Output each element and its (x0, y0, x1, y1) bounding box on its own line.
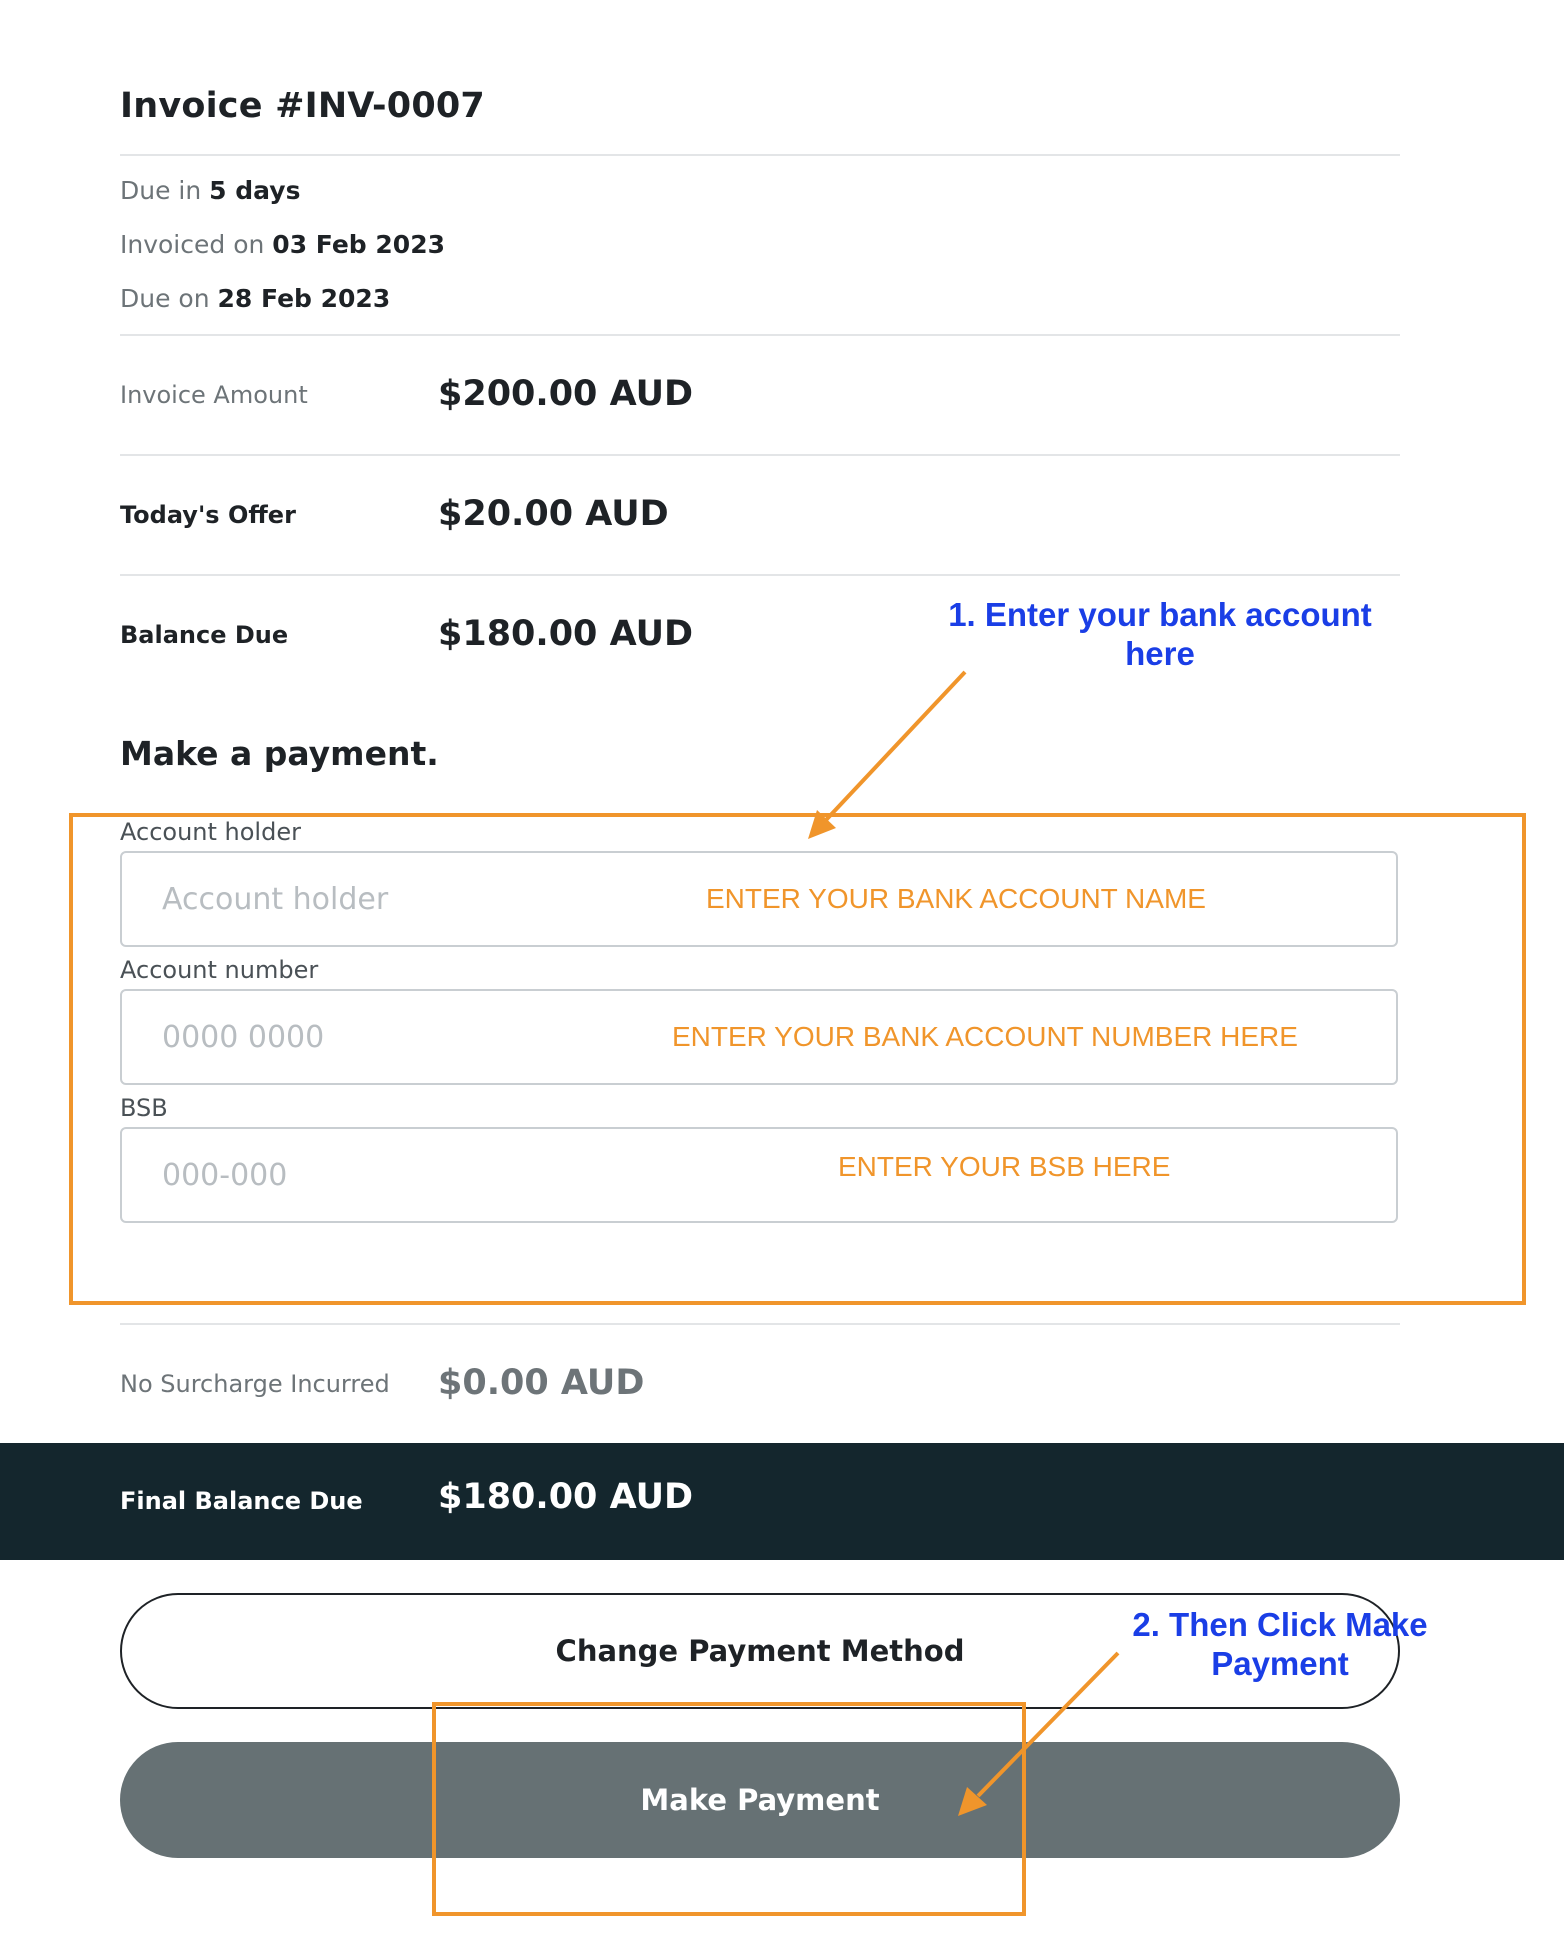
annotation-step-1-line-1: 1. Enter your bank account (948, 596, 1372, 633)
invoice-title: Invoice #INV-0007 (120, 86, 485, 126)
invoice-amount-label: Invoice Amount (120, 381, 308, 409)
surcharge-value: $0.00 AUD (438, 1363, 645, 1403)
divider (120, 1323, 1400, 1325)
todays-offer-value: $20.00 AUD (438, 494, 669, 534)
due-in-label: Due in (120, 176, 202, 205)
divider (120, 454, 1400, 456)
todays-offer-label: Today's Offer (120, 501, 296, 529)
invoiced-on-line (120, 230, 445, 259)
account-holder-field[interactable] (120, 851, 1398, 947)
bsb-hint: ENTER YOUR BSB HERE (838, 1151, 1171, 1182)
change-payment-method-button[interactable]: Change Payment Method (120, 1593, 1400, 1709)
bsb-label: BSB (120, 1094, 168, 1122)
account-number-label: Account number (120, 956, 319, 984)
arrow-1-line (826, 672, 965, 820)
annotation-step-2-line-2: Payment (1211, 1645, 1349, 1682)
due-in-line (120, 176, 300, 205)
make-payment-highlight-box (432, 1702, 1026, 1916)
final-balance-value: $180.00 AUD (438, 1477, 694, 1517)
make-payment-button[interactable]: Make Payment (120, 1742, 1400, 1858)
due-on-value: 28 Feb 2023 (217, 284, 391, 313)
invoiced-on-value: 03 Feb 2023 (272, 230, 445, 259)
annotation-step-1 (930, 595, 1390, 673)
payment-section-title: Make a payment. (120, 734, 439, 773)
due-in-value: 5 days (209, 176, 301, 205)
balance-due-value: $180.00 AUD (438, 614, 694, 654)
bsb-field[interactable] (120, 1127, 1398, 1223)
account-number-field[interactable] (120, 989, 1398, 1085)
account-number-input[interactable] (162, 991, 682, 1083)
surcharge-label: No Surcharge Incurred (120, 1370, 390, 1398)
account-name-hint: ENTER YOUR BANK ACCOUNT NAME (706, 883, 1206, 914)
annotation-step-2 (1100, 1605, 1460, 1683)
annotation-step-1-line-2: here (1125, 635, 1195, 672)
due-on-line (120, 284, 390, 313)
account-holder-label: Account holder (120, 818, 301, 846)
final-balance-label: Final Balance Due (120, 1487, 363, 1515)
account-holder-input[interactable] (162, 853, 682, 945)
invoiced-on-label: Invoiced on (120, 230, 265, 259)
divider (120, 154, 1400, 156)
divider (120, 334, 1400, 336)
invoice-amount-value: $200.00 AUD (438, 374, 694, 414)
account-number-hint: ENTER YOUR BANK ACCOUNT NUMBER HERE (672, 1021, 1298, 1052)
final-balance-bar (0, 1443, 1564, 1560)
bsb-input[interactable] (162, 1129, 682, 1221)
due-on-label: Due on (120, 284, 210, 313)
annotation-step-2-line-1: 2. Then Click Make (1132, 1606, 1428, 1643)
divider (120, 574, 1400, 576)
balance-due-label: Balance Due (120, 621, 289, 649)
